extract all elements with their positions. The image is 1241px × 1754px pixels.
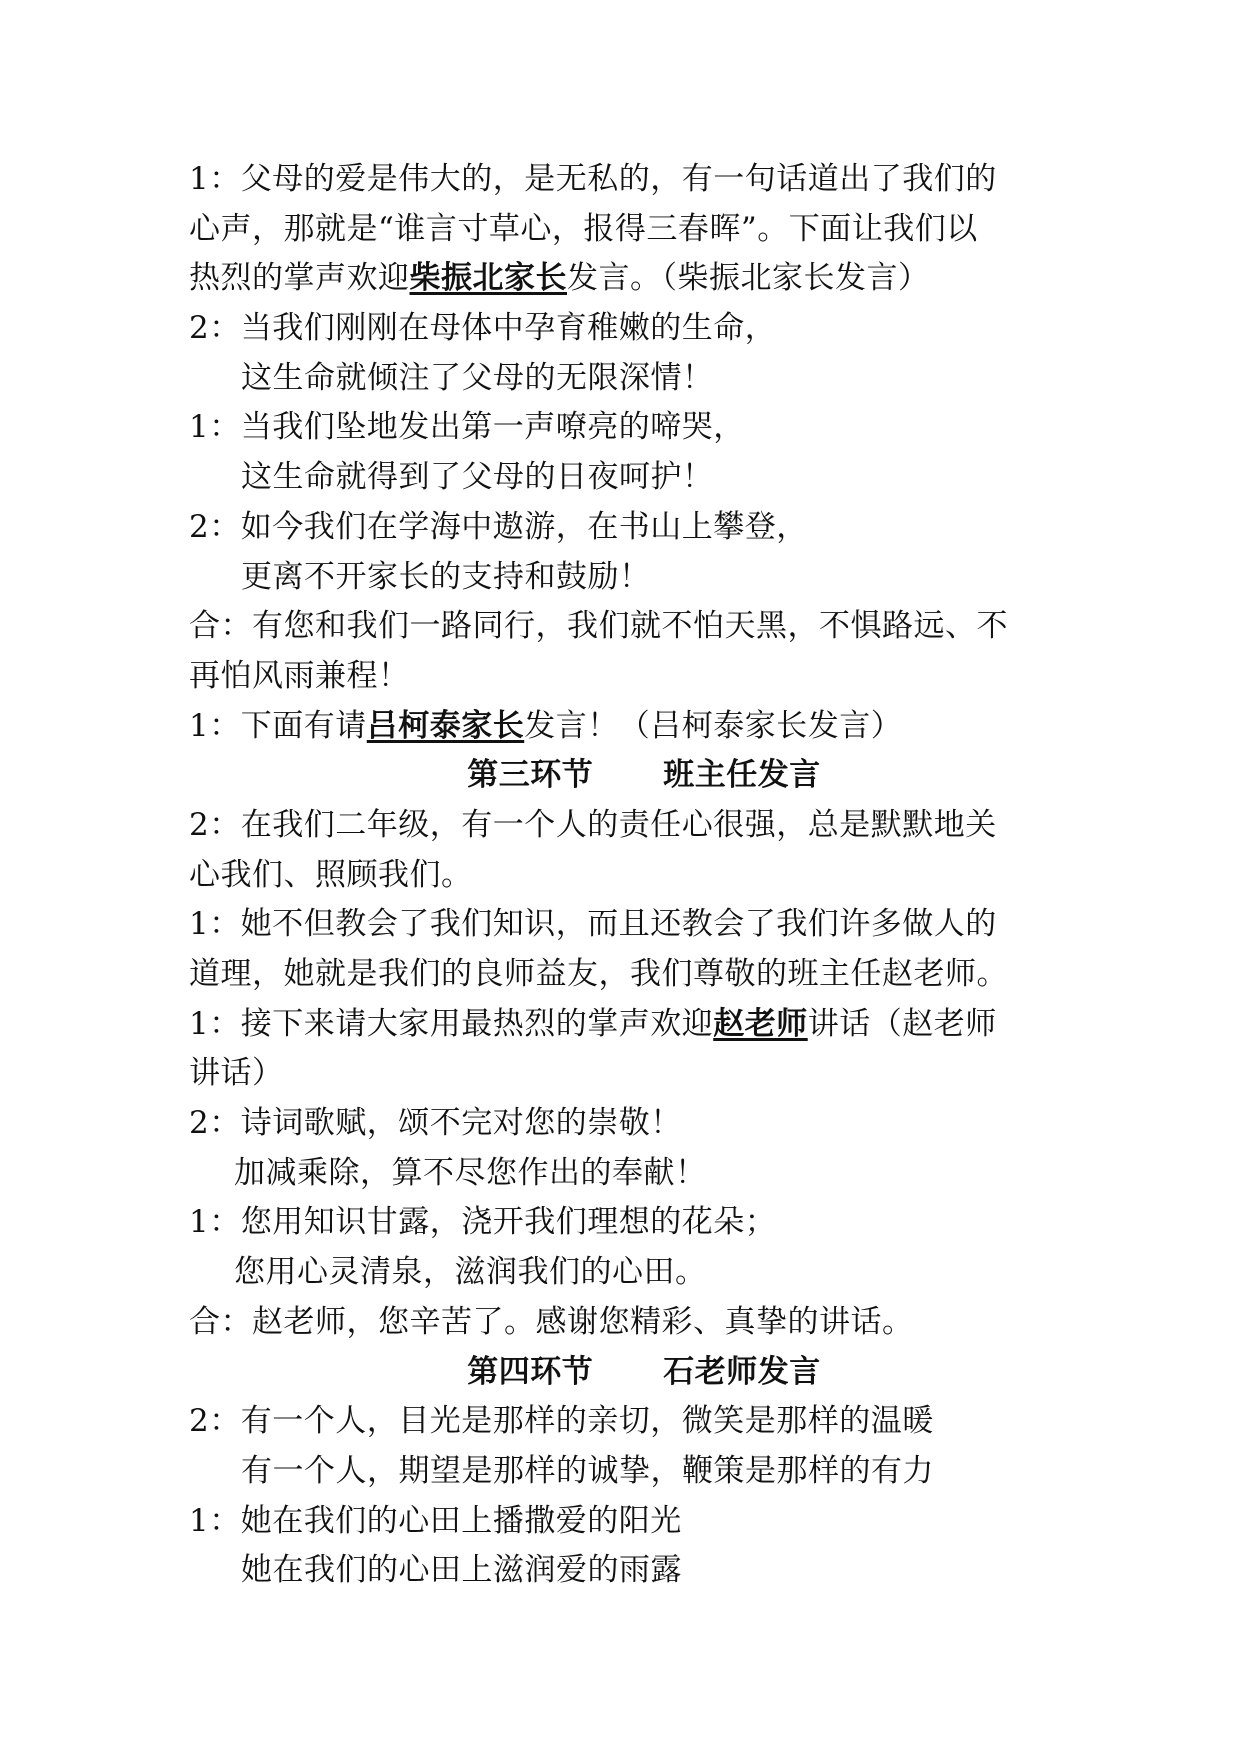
speaker-name: 赵老师 [713, 1005, 808, 1042]
section-heading [189, 1348, 1069, 1398]
text-line: 这生命就倾注了父母的无限深情！ [241, 359, 714, 396]
text-line: 2：诗词歌赋，颂不完对您的崇敬！ [189, 1105, 682, 1142]
section-heading [189, 751, 1069, 801]
text-line [189, 254, 1069, 304]
text-run: 1：下面有请 [189, 707, 367, 744]
document-page [189, 155, 1069, 1596]
text-line: 合：赵老师，您辛苦了。感谢您精彩、真挚的讲话。 [189, 1303, 914, 1340]
text-line [189, 702, 1069, 752]
speaker-name: 吕柯泰家长 [366, 707, 525, 744]
text-run: 热烈的掌声欢迎 [189, 260, 410, 297]
text-line: 1：您用知识甘露，浇开我们理想的花朵； [189, 1204, 777, 1241]
text-line: 2：如今我们在学海中遨游，在书山上攀登， [189, 508, 808, 545]
text-run: 发言！（吕柯泰家长发言） [524, 707, 903, 744]
text-line [189, 1000, 1069, 1050]
text-line: 1：父母的爱是伟大的，是无私的，有一句话道出了我们的 [189, 161, 997, 197]
text-line: 加减乘除，算不尽您作出的奉献！ [234, 1154, 707, 1191]
text-line: 2：在我们二年级，有一个人的责任心很强，总是默默地关 [189, 806, 997, 843]
text-line: 道理，她就是我们的良师益友，我们尊敬的班主任赵老师。 [189, 956, 1008, 992]
text-line: 心我们、照顾我们。 [189, 856, 473, 893]
text-line: 1：她不但教会了我们知识，而且还教会了我们许多做人的 [189, 906, 997, 943]
speaker-name: 柴振北家长 [409, 260, 567, 297]
text-run: 讲话（赵老师 [807, 1005, 997, 1042]
text-line: 2：有一个人，目光是那样的亲切，微笑是那样的温暖 [189, 1403, 934, 1440]
text-line: 更离不开家长的支持和鼓励！ [241, 558, 651, 595]
text-run: 发言。（柴振北家长发言） [567, 260, 930, 297]
section-number: 第三环节 [467, 757, 594, 794]
section-title: 石老师发言 [663, 1353, 821, 1390]
text-line: 1：当我们坠地发出第一声嘹亮的啼哭， [189, 409, 745, 446]
text-line: 合：有您和我们一路同行，我们就不怕天黑，不惧路远、不 [189, 608, 1008, 645]
text-line: 有一个人，期望是那样的诚挚，鞭策是那样的有力 [241, 1452, 934, 1489]
text-line: 她在我们的心田上滋润爱的雨露 [241, 1552, 682, 1589]
text-line: 这生命就得到了父母的日夜呵护！ [241, 459, 714, 496]
text-line: 再怕风雨兼程！ [189, 657, 410, 694]
text-line: 2：当我们刚刚在母体中孕育稚嫩的生命， [189, 310, 777, 347]
text-line: 心声，那就是“谁言寸草心，报得三春晖”。下面让我们以 [189, 210, 978, 247]
text-run: 1：接下来请大家用最热烈的掌声欢迎 [189, 1005, 714, 1042]
text-line: 1：她在我们的心田上播撒爱的阳光 [189, 1502, 682, 1539]
text-line: 您用心灵清泉，滋润我们的心田。 [234, 1254, 707, 1291]
section-number: 第四环节 [467, 1353, 594, 1390]
section-title: 班主任发言 [663, 757, 821, 794]
text-line: 讲话） [189, 1055, 284, 1092]
